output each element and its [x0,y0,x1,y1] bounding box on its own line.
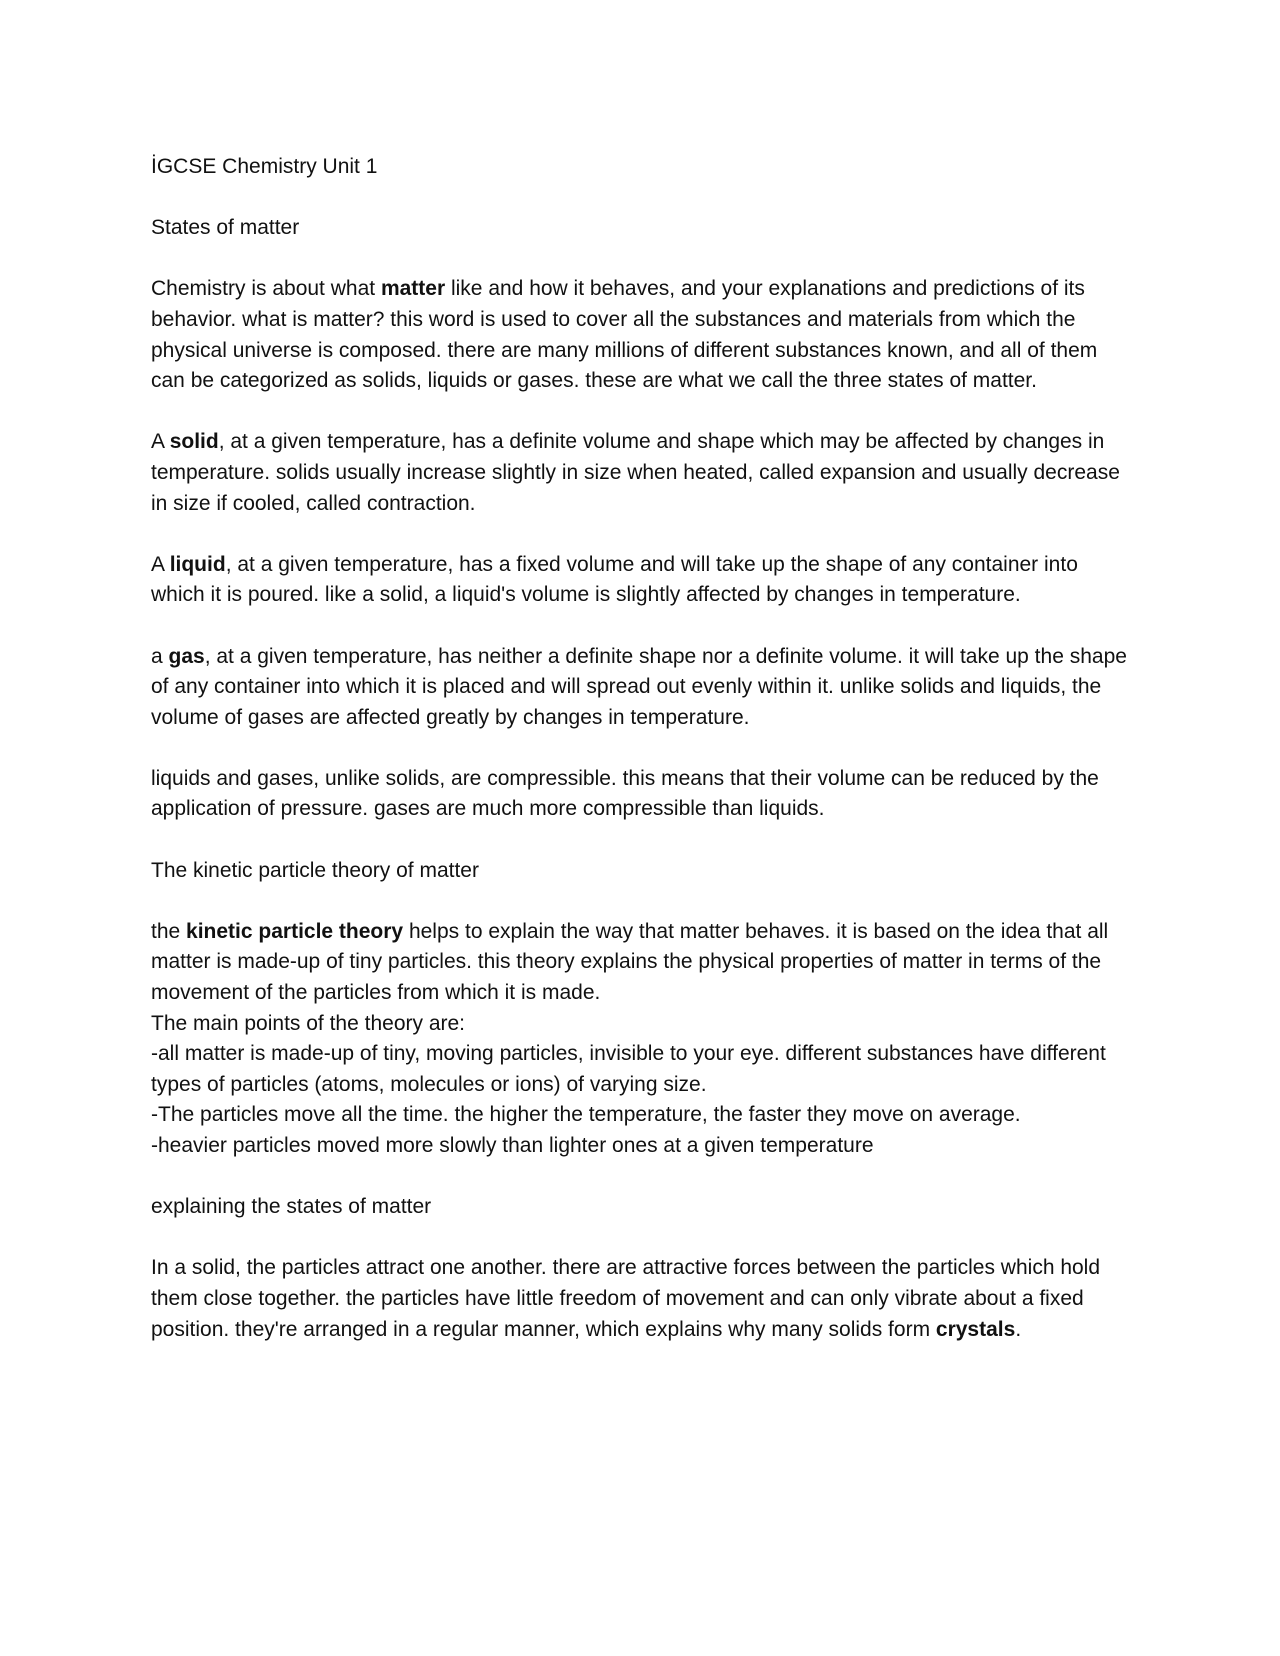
intro-bold-matter: matter [380,277,446,301]
kinetic-paragraph [151,917,1131,1009]
kinetic-text-2: helps to explain the way that matter behaves. it is based on the idea that all matter is made-up of tiny particles. this theory explains the physical properties of matter in terms of the movement of the particles from which it is made. [151,919,1109,1005]
solid-bold: solid [169,430,219,454]
main-points-label: The main points of the theory are: [151,1011,466,1035]
gas-bold: gas [168,644,205,668]
intro-text-1: Chemistry is about what [151,277,381,301]
intro-text-2: like and how it behaves, and your explanations and predictions of its behavior. what is matter? this word is used to cover all the substances and materials from which the physical universe is composed. there are many millions of different substances known, and all of them can be categorized as solids, liquids or gases. these are what we call the three states of matter. [151,277,1098,393]
solid-particles-paragraph [151,1253,1131,1345]
liquid-bold: liquid [169,552,226,576]
document-title: İGCSE Chemistry Unit 1 [151,155,378,178]
solid-text-1: A [151,430,170,454]
intro-paragraph [151,274,1131,396]
crystals-bold: crystals [935,1317,1016,1341]
solid-text-2: , at a given temperature, has a definite volume and shape which may be affected by changes in temperature. solids usually increase slightly in size when heated, called expansion and usually decrease in size if cooled, called contraction. [151,430,1120,515]
kinetic-text-1: the [151,919,187,943]
heading-kinetic-theory: The kinetic particle theory of matter [151,858,479,882]
gas-paragraph [151,642,1131,734]
solid-particles-text-2: . [1015,1317,1022,1341]
liquid-text-2: , at a given temperature, has a fixed volume and will take up the shape of any container into which it is poured. like a solid, a liquid's volume is slightly affected by changes in temperature. [151,552,1078,607]
heading-states-of-matter: States of matter [151,216,300,240]
gas-text-1: a [151,644,169,668]
liquid-text-1: A [151,552,170,576]
theory-point: -The particles move all the time. the higher the temperature, the faster they move on average. [151,1103,1021,1127]
solid-particles-text-1: In a solid, the particles attract one another. there are attractive forces between the particles which hold them close together. the particles have little freedom of movement and can only vibrate about a fixed position. they're arranged in a regular manner, which explains why many solids form [151,1256,1101,1341]
solid-paragraph [151,427,1131,519]
heading-explaining-states: explaining the states of matter [151,1195,432,1219]
gas-text-2: , at a given temperature, has neither a definite shape nor a definite volume. it will take up the shape of any container into which it is placed and will spread out evenly within it. unlike solids and liquids, the volume of gases are affected greatly by changes in temperature. [151,644,1127,729]
liquid-paragraph [151,550,1131,611]
theory-point: -heavier particles moved more slowly than lighter ones at a given temperature [151,1134,874,1157]
document-page [151,152,1131,1376]
kinetic-bold: kinetic particle theory [186,919,404,943]
theory-point: -all matter is made-up of tiny, moving particles, invisible to your eye. different substances have different types of particles (atoms, molecules or ions) of varying size. [151,1042,1106,1096]
compressible-paragraph: liquids and gases, unlike solids, are compressible. this means that their volume can be reduced by the application of pressure. gases are much more compressible than liquids. [151,766,1099,821]
